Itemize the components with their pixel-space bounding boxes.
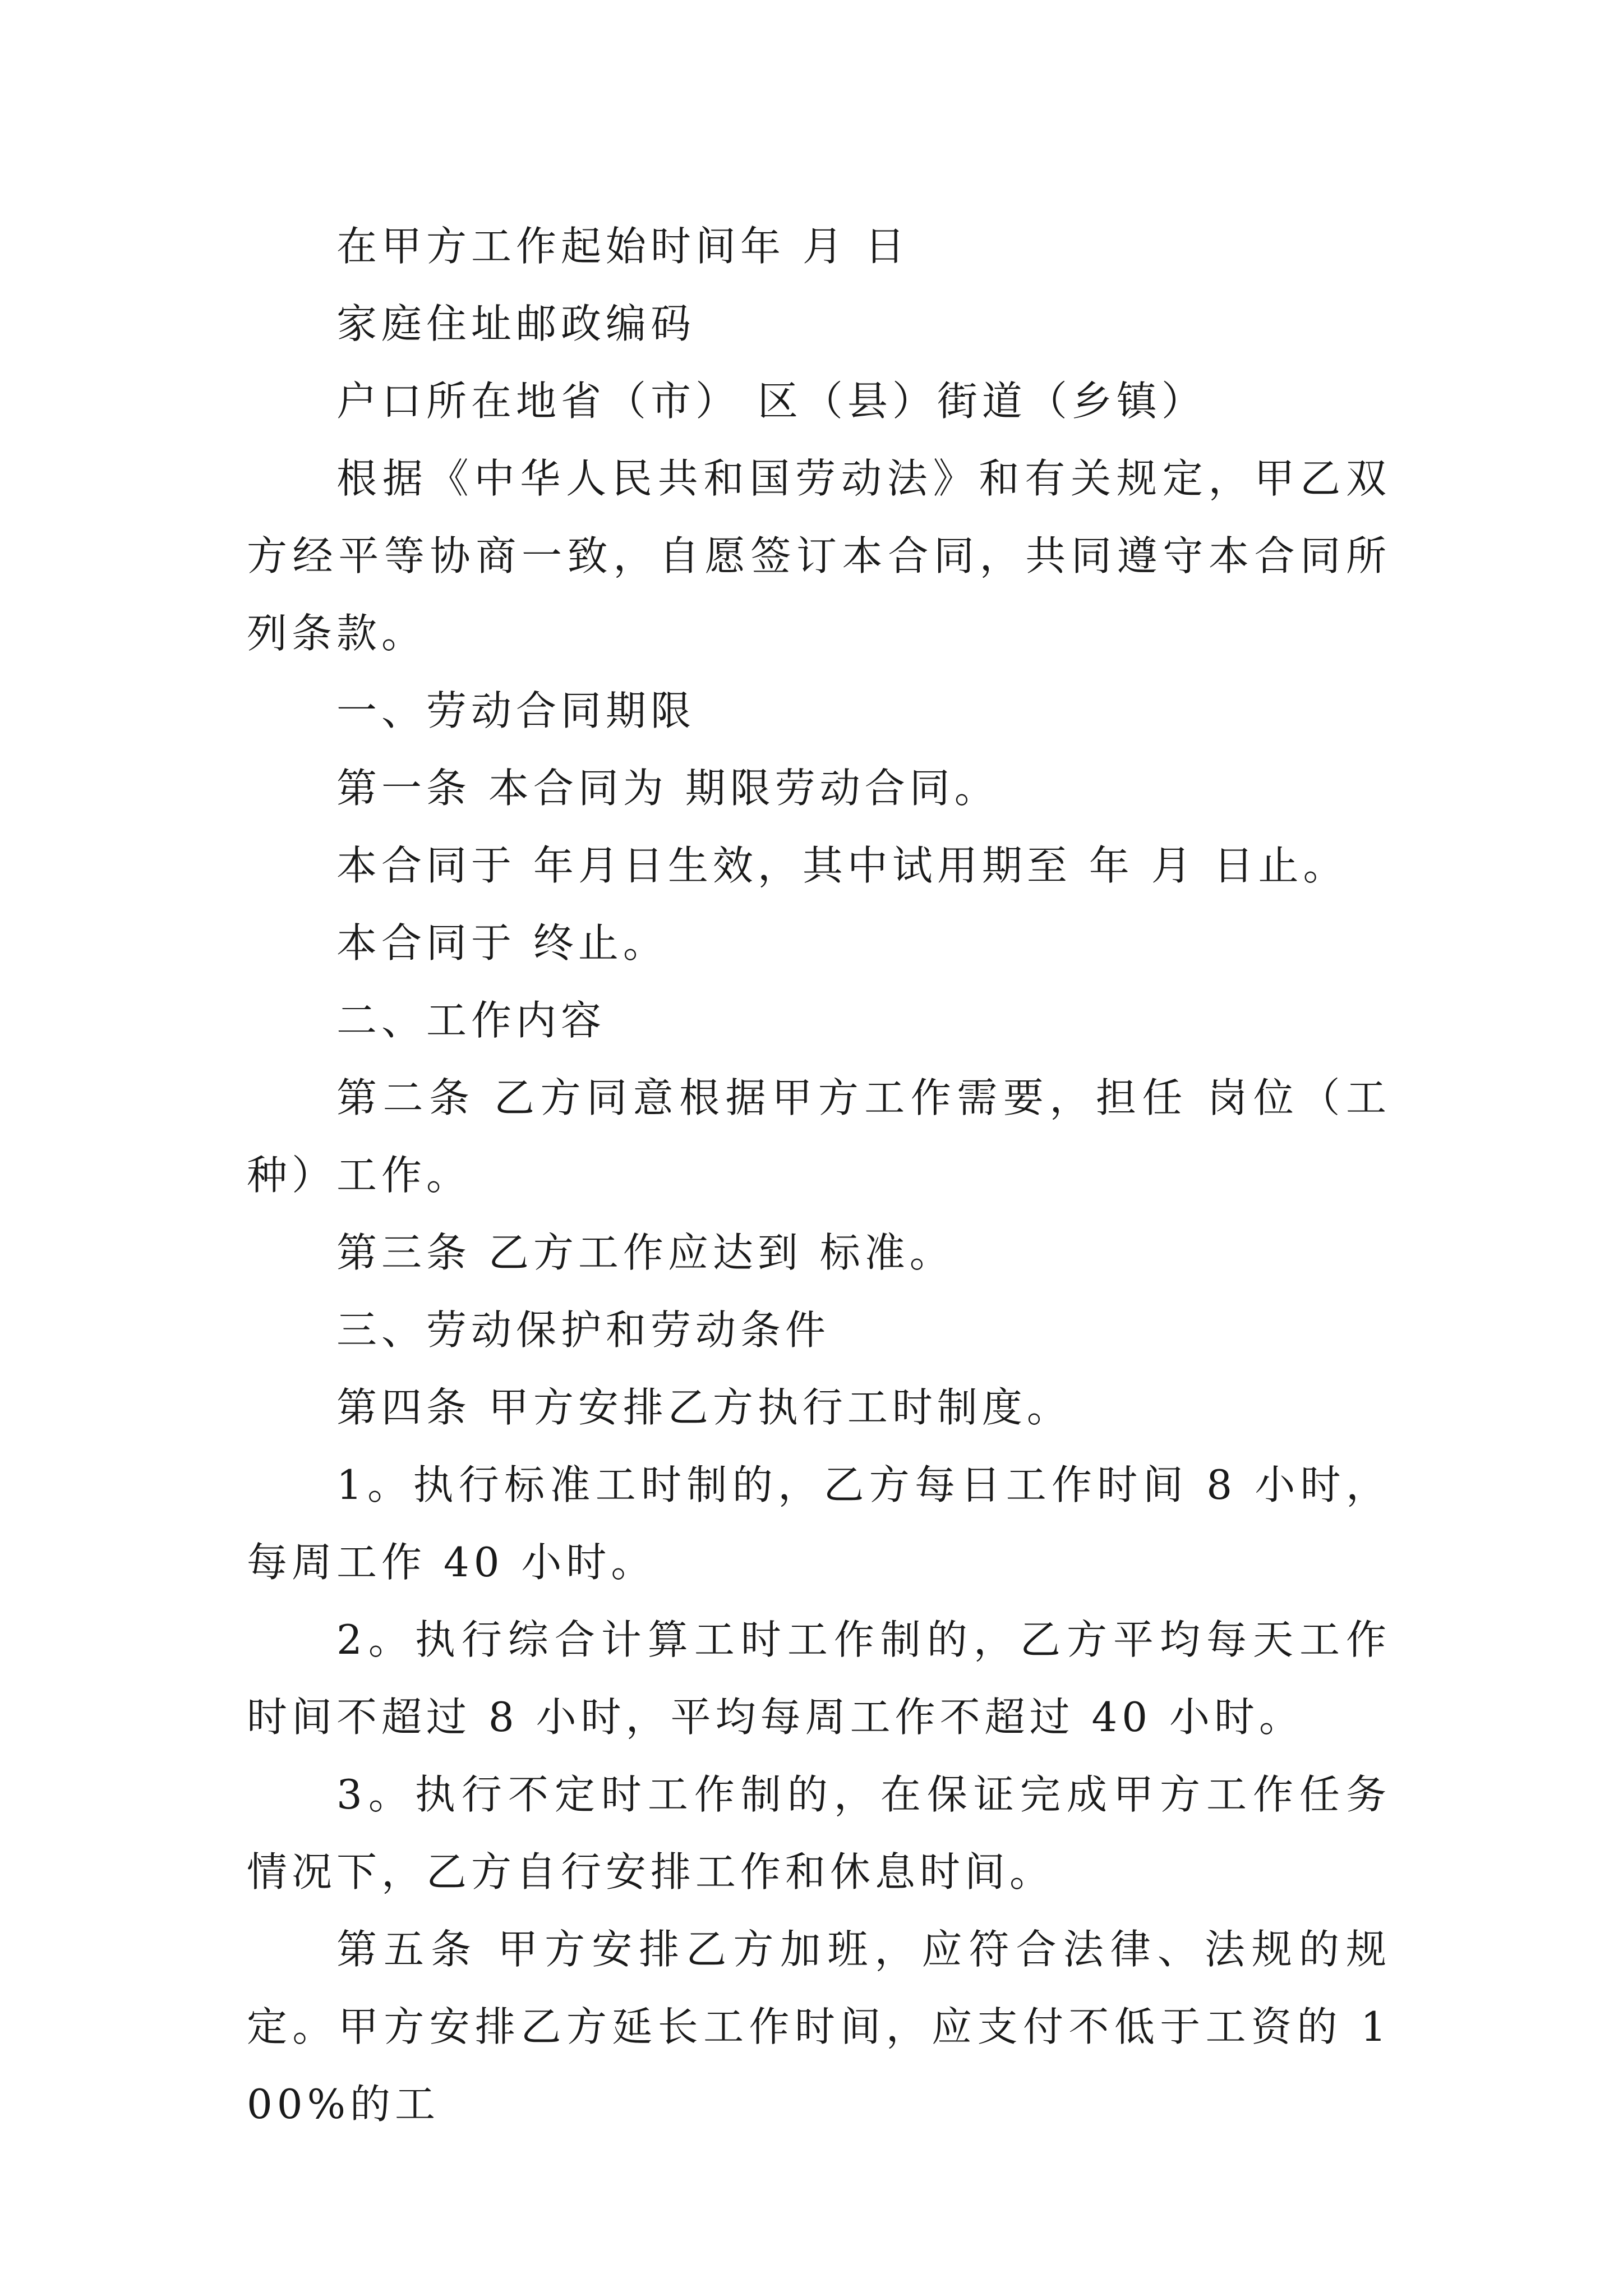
contract-body [247,208,1391,2143]
article-4: 第四条 甲方安排乙方执行工时制度。 [336,1384,1072,1431]
paragraph-termination: 本合同于 终止。 [336,919,668,967]
paragraph-preamble: 根据《中华人民共和国劳动法》和有关规定，甲乙双方经平等协商一致，自愿签订本合同，共同遵守本合同所列条款。 [247,455,1391,657]
section-heading-contract-term: 一、劳动合同期限 [336,687,696,734]
paragraph-effective-date: 本合同于 年月日生效，其中试用期至 年 月 日止。 [336,842,1348,889]
section-heading-labor-protection: 三、劳动保护和劳动条件 [336,1306,831,1354]
section-heading-work-content: 二、工作内容 [336,997,606,1044]
item-flexible-hours: 3。执行不定时工作制的，在保证完成甲方工作任务情况下，乙方自行安排工作和休息时间。 [247,1771,1391,1895]
article-1: 第一条 本合同为 期限劳动合同。 [336,765,999,812]
paragraph-home-address: 家庭住址邮政编码 [336,300,696,347]
article-3: 第三条 乙方工作应达到 标准。 [336,1229,955,1276]
item-comprehensive-hours: 2。执行综合计算工时工作制的，乙方平均每天工作时间不超过 8 小时，平均每周工作不超过 40 小时。 [247,1616,1391,1741]
paragraph-start-date: 在甲方工作起始时间年 月 日 [336,223,910,270]
article-5: 第五条 甲方安排乙方加班，应符合法律、法规的规定。甲方安排乙方延长工作时间，应支付不低于工资的 100%的工 [247,1926,1391,2128]
paragraph-household-registration: 户口所在地省（市） 区（县）街道（乡镇） [336,378,1206,425]
article-2: 第二条 乙方同意根据甲方工作需要，担任 岗位（工种）工作。 [247,1074,1391,1199]
item-standard-hours: 1。执行标准工时制的，乙方每日工作时间 8 小时，每周工作 40 小时。 [247,1461,1391,1586]
